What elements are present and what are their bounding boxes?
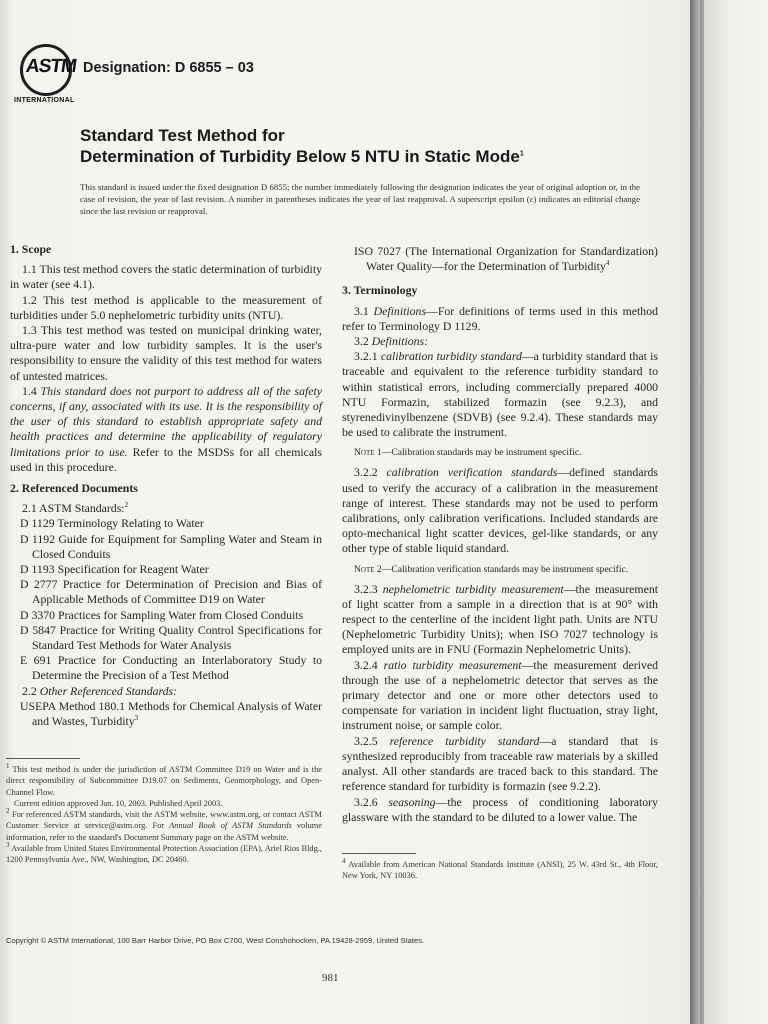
other-standards-list [10, 699, 322, 729]
para-1-1: 1.1 This test method covers the static determination of turbidity in water (see 4.1). [10, 262, 322, 292]
reference-item: D 2777 Practice for Determination of Precision and Bias of Applicable Methods of Committee D19 on Water [20, 577, 322, 607]
footnote-3: $^3$ Available from United States Environmental Protection Association (EPA), Ariel Rios Bldg., 1200 Pennsylvania Ave., NW, Washington, DC 20460. [6, 841, 322, 865]
footnote-rule [342, 853, 416, 854]
para-3-2-2: 3.2.2 calibration verification standards—defined standards used to verify the accuracy of a calibration in the measurement range of interest. These standards may not be used to perform calibrations, only calibration verifications. Included standards are opto-mechanical light scatter devices, gel-like standards, or any other type of stable liquid standard. [342, 465, 658, 556]
para-2-1: 2.1 ASTM Standards:$^2$ [22, 501, 129, 516]
binder-stripe [700, 0, 704, 1024]
para-2-2: 2.2 Other Referenced Standards: [22, 683, 178, 698]
footnote-4: $^4$ Available from American National Standards Institute (ANSI), 25 W. 43rd St., 4th Floor, New York, NY 10036. [342, 857, 658, 881]
iso-reference: ISO 7027 (The International Organization for Standardization) Water Quality—for the Determination of Turbidity$^4$ [354, 244, 658, 274]
title-line-1: Standard Test Method for [80, 126, 285, 145]
reference-item: D 5847 Practice for Writing Quality Control Specifications for Standard Test Methods for Water Analysis [20, 622, 322, 653]
right-footnotes [342, 853, 658, 882]
para-1-2: 1.2 This test method is applicable to the measurement of turbidities under 5.0 nephelometric turbidity units (NTU). [10, 292, 322, 322]
astm-logo [14, 44, 78, 114]
right-column [342, 244, 658, 825]
para-3-2-3: 3.2.3 nephelometric turbidity measurement—the measurement of light scatter from a sample in a direction that is at 90° with respect to the centerline of the incident light path. Units are NTU (Nephelometric Turbidity Units); when ISO 7027 technology is employed units are in FNU (Formazin Nephelometric Units). [342, 581, 658, 657]
note-2: Note 2—Calibration verification standards may be instrument specific. [354, 563, 629, 575]
reference-item: D 1193 Specification for Reagent Water [20, 562, 209, 577]
para-3-2: 3.2 Definitions: [354, 334, 429, 349]
footnote-1-current: Current edition approved Jan. 10, 2003. Published April 2003. [14, 798, 223, 808]
para-3-2-1: 3.2.1 calibration turbidity standard—a turbidity standard that is traceable and equivalent to the reference turbidity standard to within statistical errors, including commercially prepared 4000 NTU Formazin, stabilized formazin (see 9.2.3), and styrenedivinylbenzene (SDVB) (see 9.2.4). These standards may be used to calibrate the instrument. [342, 349, 658, 440]
reference-list [10, 516, 322, 683]
para-3-2-5: 3.2.5 reference turbidity standard—a standard that is synthesized reproducibly from traceable raw materials by a skilled analyst. All other standards are traced back to this standard. The reference standard for turbidity is formazin (see 9.2.2). [342, 733, 659, 794]
para-3-1: 3.1 Definitions—For definitions of terms used in this method refer to Terminology D 1129. [342, 303, 658, 333]
refdocs-heading: 2. Referenced Documents [10, 481, 138, 496]
reference-item: E 691 Practice for Conducting an Interlaboratory Study to Determine the Precision of a Test Method [20, 653, 322, 683]
footnote-2: $^2$ For referenced ASTM standards, visit the ASTM website, www.astm.org, or contact ASTM Customer Service at service@astm.org. For Annual Book of ASTM Standards volume information, refer to the standard's Document Summary page on the ASTM website. [6, 807, 322, 842]
reference-item: D 1129 Terminology Relating to Water [20, 516, 204, 531]
page-number: 981 [322, 972, 339, 984]
footnote-rule [6, 758, 80, 759]
document-title [80, 125, 640, 167]
left-footnotes [6, 758, 322, 866]
title-line-2: Determination of Turbidity Below 5 NTU in Static Mode$^1$ [80, 147, 524, 166]
terminology-heading: 3. Terminology [342, 283, 418, 298]
para-3-2-6: 3.2.6 seasoning—the process of conditioning laboratory glassware with the standard to be diluted to a lower value. The [342, 794, 658, 824]
para-1-4: 1.4 This standard does not purport to address all of the safety concerns, if any, associated with its use. It is the responsibility of the user of this standard to establish appropriate safety and health practices and determine the applicability of regulatory limitations prior to use. Refer to the MSDSs for all chemicals used in this procedure. [10, 383, 322, 474]
para-1-3: 1.3 This test method was tested on municipal drinking water, ultra-pure water and low turbidity samples. It is the user's responsibility to ensure the validity of this test method for waters of untested matrices. [10, 323, 322, 383]
footnote-1: $^1$ This test method is under the jurisdiction of ASTM Committee D19 on Water and is the direct responsibility of Subcommittee D19.07 on Sediments, Geomorphology, and Open-Channel Flow. [6, 762, 322, 797]
issuance-note: This standard is issued under the fixed designation D 6855; the number immediately following the designation indicates the year of original adoption or, in the case of revision, the year of last revision. A number in parentheses indicates the year of last reapproval. A superscript epsilon (ε) indicates an editorial change since the last revision or reapproval. [80, 182, 640, 216]
reference-item: D 1192 Guide for Equipment for Sampling Water and Steam in Closed Conduits [20, 531, 322, 561]
logo-subtext: INTERNATIONAL [14, 97, 75, 104]
note-1: Note 1—Calibration standards may be instrument specific. [354, 447, 582, 459]
designation: Designation: D 6855 – 03 [83, 60, 254, 76]
reference-item: D 3370 Practices for Sampling Water from Closed Conduits [20, 607, 304, 622]
scope-heading: 1. Scope [10, 242, 52, 256]
logo-text: ASTM [24, 56, 78, 77]
left-column [10, 242, 322, 729]
para-3-2-4: 3.2.4 ratio turbidity measurement—the measurement derived through the use of a nephelometric detector that serves as the primary detector and one or more other detectors used to compensate for variation in incident light fluctuation, stray light, instrument noise, or sample color. [342, 657, 659, 733]
copyright-line: Copyright © ASTM International, 100 Barr Harbor Drive, PO Box C700, West Conshohocken, PA 19428-2959, United States. [6, 936, 425, 945]
usepa-reference: USEPA Method 180.1 Methods for Chemical Analysis of Water and Wastes, Turbidity$^3$ [20, 698, 322, 729]
